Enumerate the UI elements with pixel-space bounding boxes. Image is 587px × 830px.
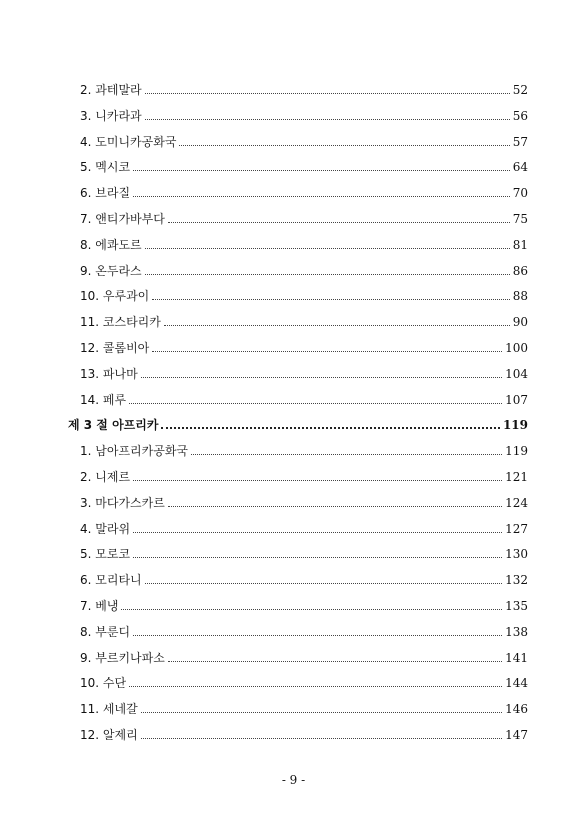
toc-entry-title: 3. 마다가스카르 bbox=[80, 495, 165, 510]
toc-entry[interactable] bbox=[80, 132, 528, 150]
toc-entry-title: 4. 말라위 bbox=[80, 521, 131, 536]
toc-entry-title: 9. 부르키나파소 bbox=[80, 650, 165, 665]
toc-entry-title: 5. 모로코 bbox=[80, 547, 131, 562]
dot-leader bbox=[133, 635, 502, 636]
toc-entry-title: 8. 부룬디 bbox=[80, 624, 131, 639]
toc-entry-page-number: 56 bbox=[512, 108, 528, 123]
toc-entry-title: 5. 멕시코 bbox=[80, 160, 131, 175]
toc-entry-title: 4. 도미니카공화국 bbox=[80, 134, 177, 149]
dot-leader bbox=[133, 480, 502, 481]
toc-entry[interactable] bbox=[80, 570, 528, 588]
toc-entry[interactable] bbox=[80, 312, 528, 330]
toc-entry[interactable] bbox=[80, 157, 528, 175]
dot-leader bbox=[152, 299, 509, 300]
toc-entry[interactable] bbox=[80, 725, 528, 743]
toc-entry-page-number: 52 bbox=[512, 83, 528, 97]
toc-entry-page-number: 86 bbox=[512, 263, 528, 278]
dot-leader bbox=[121, 609, 502, 610]
toc-entry-page-number: 107 bbox=[505, 392, 528, 407]
toc-entry-title: 7. 앤티가바부다 bbox=[80, 212, 165, 226]
toc-entry[interactable] bbox=[80, 673, 528, 691]
toc-entry-page-number: 81 bbox=[512, 237, 528, 252]
toc-entry-page-number: 130 bbox=[505, 547, 528, 562]
toc-entry-title: 2. 과테말라 bbox=[80, 83, 142, 97]
toc-entry-title: 9. 온두라스 bbox=[80, 263, 142, 278]
toc-entry[interactable] bbox=[80, 209, 528, 227]
dot-leader bbox=[133, 170, 510, 171]
dot-leader bbox=[133, 557, 502, 558]
toc-entry-page-number: 64 bbox=[512, 160, 528, 175]
toc-entry-title: 11. 세네갈 bbox=[80, 702, 138, 717]
dot-leader bbox=[145, 93, 510, 94]
toc-entry[interactable] bbox=[80, 106, 528, 124]
toc-entry-page-number: 104 bbox=[505, 366, 528, 381]
toc-entry[interactable] bbox=[80, 261, 528, 279]
toc-section-heading[interactable] bbox=[68, 415, 528, 433]
toc-entry-title: 10. 우루과이 bbox=[80, 289, 150, 304]
toc-entry[interactable] bbox=[80, 699, 528, 717]
toc-entry-page-number: 90 bbox=[512, 315, 528, 330]
toc-entry-page-number: 119 bbox=[505, 444, 528, 459]
toc-entry-page-number: 141 bbox=[505, 650, 528, 665]
toc-entry-title: 6. 브라질 bbox=[80, 186, 131, 201]
toc-entry[interactable] bbox=[80, 544, 528, 562]
toc-entry[interactable] bbox=[80, 80, 528, 98]
dot-leader bbox=[129, 686, 502, 687]
toc-entry-title: 10. 수단 bbox=[80, 676, 127, 691]
toc-entry-title: 7. 베냉 bbox=[80, 599, 119, 613]
dot-leader bbox=[141, 738, 502, 739]
dot-leader bbox=[133, 196, 510, 197]
dot-leader bbox=[191, 454, 502, 455]
toc-entry[interactable] bbox=[80, 648, 528, 666]
dot-leader bbox=[141, 377, 502, 378]
toc-entry[interactable] bbox=[80, 390, 528, 408]
toc-entry-page-number: 57 bbox=[512, 134, 528, 149]
toc-entry[interactable] bbox=[80, 519, 528, 537]
dot-leader bbox=[168, 506, 502, 507]
dot-leader bbox=[129, 403, 502, 404]
dot-leader bbox=[141, 712, 502, 713]
toc-entry-page-number: 121 bbox=[505, 470, 528, 484]
toc-entry-title: 14. 페루 bbox=[80, 392, 127, 407]
toc-entry-page-number: 88 bbox=[512, 289, 528, 304]
toc-entry-page-number: 147 bbox=[505, 728, 528, 742]
toc-entry-title: 11. 코스타리카 bbox=[80, 315, 161, 330]
toc-entry-page-number: 119 bbox=[502, 418, 528, 433]
dot-leader bbox=[161, 427, 500, 429]
dot-leader bbox=[164, 325, 510, 326]
toc-entry-title: 12. 알제리 bbox=[80, 728, 138, 742]
toc-entry-page-number: 146 bbox=[505, 702, 528, 717]
toc-entry-title: 제 3 절 아프리카 bbox=[68, 418, 159, 433]
toc-entry[interactable] bbox=[80, 622, 528, 640]
toc-entry-title: 13. 파나마 bbox=[80, 366, 138, 381]
toc-entry-page-number: 132 bbox=[505, 573, 528, 588]
toc-entry-title: 2. 니제르 bbox=[80, 470, 131, 484]
dot-leader bbox=[179, 145, 509, 146]
dot-leader bbox=[168, 661, 502, 662]
dot-leader bbox=[133, 532, 502, 533]
toc-entry[interactable] bbox=[80, 338, 528, 356]
toc-entry-page-number: 138 bbox=[505, 624, 528, 639]
page-number-footer: - 9 - bbox=[281, 773, 306, 787]
toc-entry[interactable] bbox=[80, 286, 528, 304]
toc-entry[interactable] bbox=[80, 441, 528, 459]
toc-entry-title: 6. 모리타니 bbox=[80, 573, 142, 588]
toc-entry-page-number: 75 bbox=[512, 212, 528, 226]
toc-entry[interactable] bbox=[80, 364, 528, 382]
toc-entry-title: 1. 남아프리카공화국 bbox=[80, 444, 189, 459]
toc-entry[interactable] bbox=[80, 596, 528, 614]
toc-entry-title: 3. 니카라과 bbox=[80, 108, 142, 123]
toc-entry[interactable] bbox=[80, 235, 528, 253]
toc-entry-page-number: 124 bbox=[505, 495, 528, 510]
dot-leader bbox=[145, 119, 510, 120]
dot-leader bbox=[145, 248, 510, 249]
toc-entry-title: 12. 콜롬비아 bbox=[80, 341, 150, 355]
dot-leader bbox=[145, 274, 510, 275]
toc-entry-page-number: 144 bbox=[505, 676, 528, 691]
dot-leader bbox=[152, 351, 502, 352]
toc-entry[interactable] bbox=[80, 493, 528, 511]
dot-leader bbox=[145, 583, 502, 584]
toc-entry[interactable] bbox=[80, 183, 528, 201]
toc-entry-page-number: 135 bbox=[505, 599, 528, 613]
toc-entry[interactable] bbox=[80, 467, 528, 485]
toc-entry-title: 8. 에콰도르 bbox=[80, 237, 142, 252]
toc-entry-page-number: 70 bbox=[512, 186, 528, 201]
toc-entry-page-number: 100 bbox=[505, 341, 528, 355]
dot-leader bbox=[168, 222, 510, 223]
toc-entry-page-number: 127 bbox=[505, 521, 528, 536]
